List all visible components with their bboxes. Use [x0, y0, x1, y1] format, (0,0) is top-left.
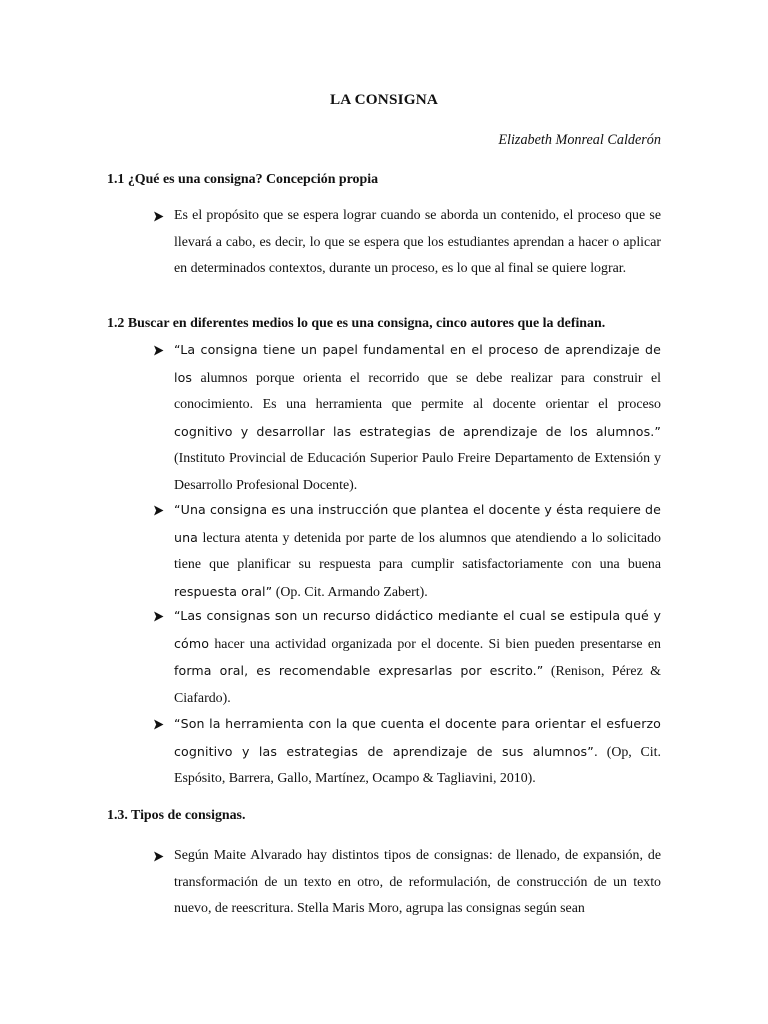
- bullet-item: [152, 603, 661, 712]
- document-title: LA CONSIGNA: [329, 91, 439, 108]
- bullet-item: [152, 337, 661, 499]
- document-author: Elizabeth Monreal Calderón: [498, 132, 661, 148]
- arrow-bullet-icon: [152, 337, 166, 364]
- arrow-bullet-icon: [152, 843, 166, 870]
- section-heading-1-1: 1.1 ¿Qué es una consigna? Concepción propia: [107, 172, 379, 187]
- body-text: (Instituto Provincial de Educación Superior Paulo Freire Departamento de Extensión y Desarrollo Profesional Docente).: [174, 451, 661, 493]
- bullet-item: [152, 843, 661, 923]
- bullet-text: [174, 497, 661, 606]
- quoted-text: “Son la herramienta con la que cuenta el docente para orientar el esfuerzo cognitivo y las estrategias de aprendizaje de sus alumnos”.: [174, 716, 661, 759]
- bullet-item: [152, 497, 661, 606]
- body-text: (Op. Cit. Armando Zabert).: [272, 584, 428, 600]
- body-text: lectura atenta y detenida por parte de los alumnos que atendiendo a lo solicitado tiene que planificar su respuesta para cumplir satisfactoriamente con una buena: [174, 530, 661, 572]
- body-text: alumnos porque orienta el recorrido que se debe realizar para construir el conocimiento. Es una herramienta que permite al docente orientar el proceso: [174, 370, 661, 412]
- section-heading-1-3: 1.3. Tipos de consignas.: [107, 808, 246, 823]
- bullet-text: [174, 337, 661, 499]
- arrow-bullet-icon: [152, 497, 166, 524]
- arrow-bullet-icon: [152, 711, 166, 738]
- body-text: hacer una actividad organizada por el docente. Si bien pueden presentarse en: [209, 636, 661, 652]
- quoted-text: respuesta oral”: [174, 583, 273, 599]
- bullet-text: [174, 843, 661, 923]
- quoted-text: “Una consigna es una instrucción que plantea el docente y ésta requiere de una: [174, 502, 661, 545]
- body-text: (Op, Cit. Espósito, Barrera, Gallo, Martínez, Ocampo & Tagliavini, 2010).: [174, 744, 661, 786]
- body-text: Es el propósito que se espera lograr cuando se aborda un contenido, el proceso que se llevará a cabo, es decir, lo que se espera que los estudiantes aprendan a hacer o aplicar en determinados contextos, durante un proceso, es lo que al final se quiere lograr.: [174, 208, 661, 276]
- bullet-text: [174, 203, 661, 283]
- quoted-text: “Las consignas son un recurso didáctico mediante el cual se estipula qué y cómo: [174, 608, 661, 651]
- section-heading-1-2: 1.2 Buscar en diferentes medios lo que es una consigna, cinco autores que la definan.: [107, 316, 606, 331]
- quoted-text: forma oral, es recomendable expresarlas por escrito.”: [174, 663, 544, 678]
- bullet-item: [152, 203, 661, 283]
- body-text: (Renison, Pérez & Ciafardo).: [174, 664, 661, 706]
- bullet-item: [152, 711, 661, 793]
- quoted-text: “La consigna tiene un papel fundamental en el proceso de aprendizaje de los: [174, 342, 661, 385]
- quoted-text: cognitivo y desarrollar las estrategias de aprendizaje de los alumnos.”: [174, 423, 661, 439]
- arrow-bullet-icon: [152, 203, 166, 230]
- bullet-text: [174, 711, 661, 793]
- body-text: Según Maite Alvarado hay distintos tipos de consignas: de llenado, de expansión, de transformación de un texto en otro, de reformulación, de construcción de un texto nuevo, de reescritura. Stella Maris Moro, agrupa las consignas según sean: [174, 848, 661, 916]
- arrow-bullet-icon: [152, 603, 166, 630]
- bullet-text: [174, 603, 661, 712]
